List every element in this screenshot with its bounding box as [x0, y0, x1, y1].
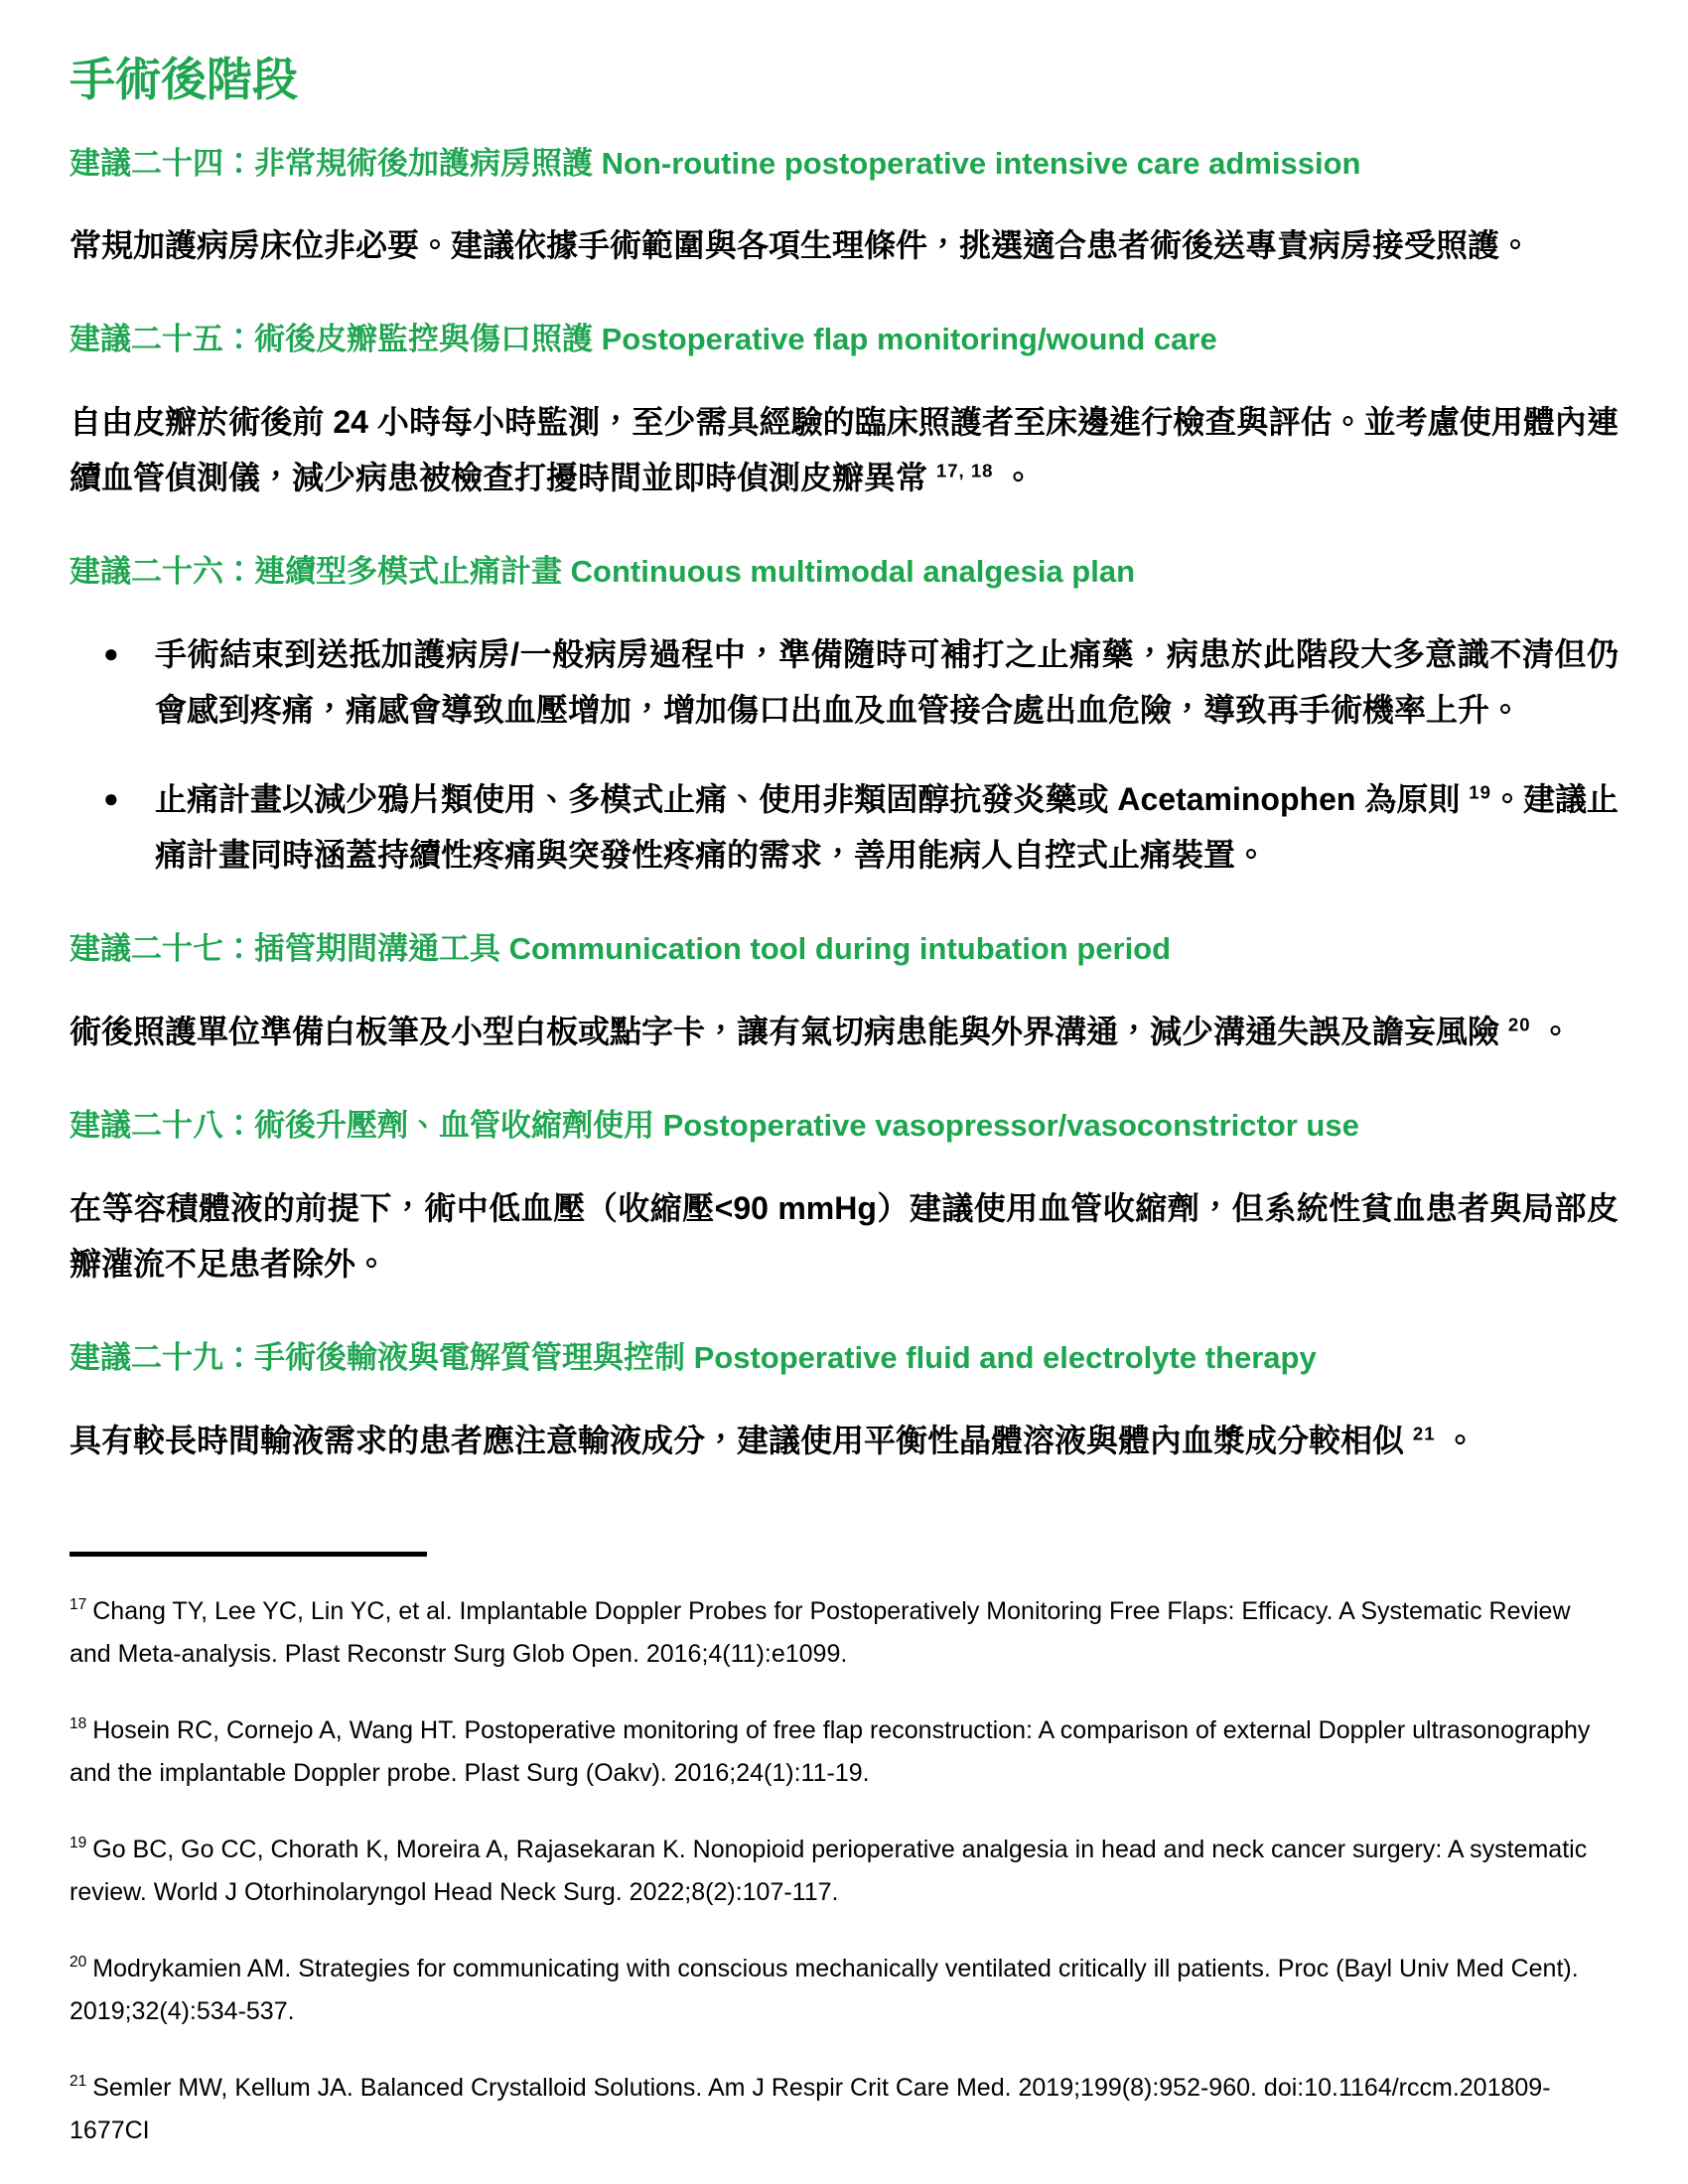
footnote-separator: [70, 1552, 427, 1557]
section-heading-en: Non-routine postoperative intensive care admission: [601, 145, 1361, 181]
section-heading-zh: 建議二十八：術後升壓劑、血管收縮劑使用: [70, 1107, 663, 1143]
footnote-20: [70, 1948, 1618, 2033]
text-run: 在等容積體液的前提下，術中低血壓（收縮壓<90 mmHg）建議使用血管收縮劑，但系統性貧血患者與局部皮瓣灌流不足患者除外。: [70, 1189, 1618, 1282]
footnote-ref: 17, 18: [935, 460, 994, 481]
bullet-icon: ●: [103, 638, 119, 669]
text-run: 自由皮瓣於術後前 24 小時每小時監測，至少需具經驗的臨床照護者至床邊進行檢查與評估。並考慮使用體內連續血管偵測儀，減少病患被檢查打擾時間並即時偵測皮瓣異常: [70, 404, 1618, 496]
section-heading-rec-25: [70, 319, 1618, 360]
bullet-item: [70, 626, 1618, 738]
sections-container: [70, 143, 1618, 1468]
section-heading-rec-29: [70, 1337, 1618, 1379]
footnote-text: Chang TY, Lee YC, Lin YC, et al. Implantable Doppler Probes for Postoperatively Monitoring Free Flaps: Efficacy. A Systematic Review and Meta-analysis. Plast Reconstr Surg Glob Open. 2016;4(11):e1099.: [70, 1596, 1571, 1668]
footnote-number: 17: [70, 1596, 87, 1614]
footnote-18: [70, 1709, 1618, 1795]
text-run: 常規加護病房床位非必要。建議依據手術範圍與各項生理條件，挑選適合患者術後送專責病房接受照護。: [70, 227, 1532, 264]
bullet-icon: ●: [103, 783, 119, 814]
section-heading-en: Postoperative fluid and electrolyte therapy: [693, 1339, 1317, 1375]
paragraph: [70, 1413, 1618, 1468]
footnote-number: 20: [70, 1954, 87, 1972]
text-run: 。: [1435, 1422, 1477, 1458]
footnote-17: [70, 1590, 1618, 1676]
paragraph: [70, 217, 1618, 273]
text-run: 具有較長時間輸液需求的患者應注意輸液成分，建議使用平衡性晶體溶液與體內血漿成分較相似: [70, 1422, 1413, 1458]
section-heading-zh: 建議二十五：術後皮瓣監控與傷口照護: [70, 322, 602, 357]
footnote-21: [70, 2067, 1618, 2152]
section-heading-zh: 建議二十九：手術後輸液與電解質管理與控制: [70, 1339, 694, 1375]
footnote-ref: 21: [1412, 1422, 1436, 1443]
section-heading-rec-26: [70, 551, 1618, 593]
text-run: 。建議止痛計畫同時涵蓋持續性疼痛與突發性疼痛的需求，善用能病人自控式止痛裝置。: [155, 781, 1618, 874]
text-run: 術後照護單位準備白板筆及小型白板或點字卡，讓有氣切病患能與外界溝通，減少溝通失誤及譫妄風險: [70, 1013, 1508, 1049]
footnote-text: Semler MW, Kellum JA. Balanced Crystalloid Solutions. Am J Respir Crit Care Med. 2019;199(8):952-960. doi:10.1164/rccm.201809-1677CI: [70, 2073, 1551, 2144]
section-heading-en: Continuous multimodal analgesia plan: [570, 554, 1136, 590]
section-heading-rec-24: [70, 143, 1618, 185]
text-run: 手術結束到送抵加護病房/一般病房過程中，準備隨時可補打之止痛藥，病患於此階段大多意識不清但仍會感到疼痛，痛感會導致血壓增加，增加傷口出血及血管接合處出血危險，導致再手術機率上升。: [155, 636, 1618, 729]
section-heading-zh: 建議二十四：非常規術後加護病房照護: [70, 145, 602, 181]
footnotes-container: [70, 1590, 1618, 2152]
page-title: 手術後階段: [70, 54, 298, 105]
footnote-ref: 19: [1469, 781, 1491, 803]
text-run: 止痛計畫以減少鴉片類使用、多模式止痛、使用非類固醇抗發炎藥或 Acetaminophen 為原則: [155, 781, 1470, 818]
footnote-text: Go BC, Go CC, Chorath K, Moreira A, Rajasekaran K. Nonopioid perioperative analgesia in head and neck cancer surgery: A systematic review. World J Otorhinolaryngol Head Neck Surg. 2022;8(2):107-117.: [70, 1835, 1588, 1906]
section-heading-zh: 建議二十六：連續型多模式止痛計畫: [70, 554, 571, 590]
text-run: 。: [1530, 1013, 1572, 1049]
footnote-text: Hosein RC, Cornejo A, Wang HT. Postoperative monitoring of free flap reconstruction: A comparison of external Doppler ultrasonography and the implantable Doppler probe. Plast Surg (Oakv). 2016;24(1):11-19.: [70, 1715, 1591, 1787]
paragraph: [70, 1004, 1618, 1059]
footnote-ref: 20: [1507, 1014, 1531, 1035]
footnote-number: 19: [70, 1835, 87, 1852]
section-heading-en: Communication tool during intubation period: [508, 931, 1172, 967]
section-heading-en: Postoperative flap monitoring/wound care: [601, 322, 1217, 357]
paragraph: [70, 394, 1618, 505]
text-run: 。: [993, 460, 1035, 496]
footnote-number: 21: [70, 2073, 87, 2091]
section-heading-zh: 建議二十七：插管期間溝通工具: [70, 931, 509, 967]
paragraph: [70, 1180, 1618, 1292]
bullet-text: [155, 626, 1618, 738]
section-heading-rec-27: [70, 928, 1618, 970]
footnote-19: [70, 1829, 1618, 1914]
footnote-text: Modrykamien AM. Strategies for communicating with conscious mechanically ventilated critically ill patients. Proc (Bayl Univ Med Cent). 2019;32(4):534-537.: [70, 1954, 1579, 2025]
section-heading-rec-28: [70, 1105, 1618, 1147]
bullet-item: [70, 771, 1618, 883]
section-heading-en: Postoperative vasopressor/vasoconstrictor use: [662, 1107, 1359, 1143]
bullet-text: [155, 771, 1618, 883]
footnote-number: 18: [70, 1715, 87, 1733]
